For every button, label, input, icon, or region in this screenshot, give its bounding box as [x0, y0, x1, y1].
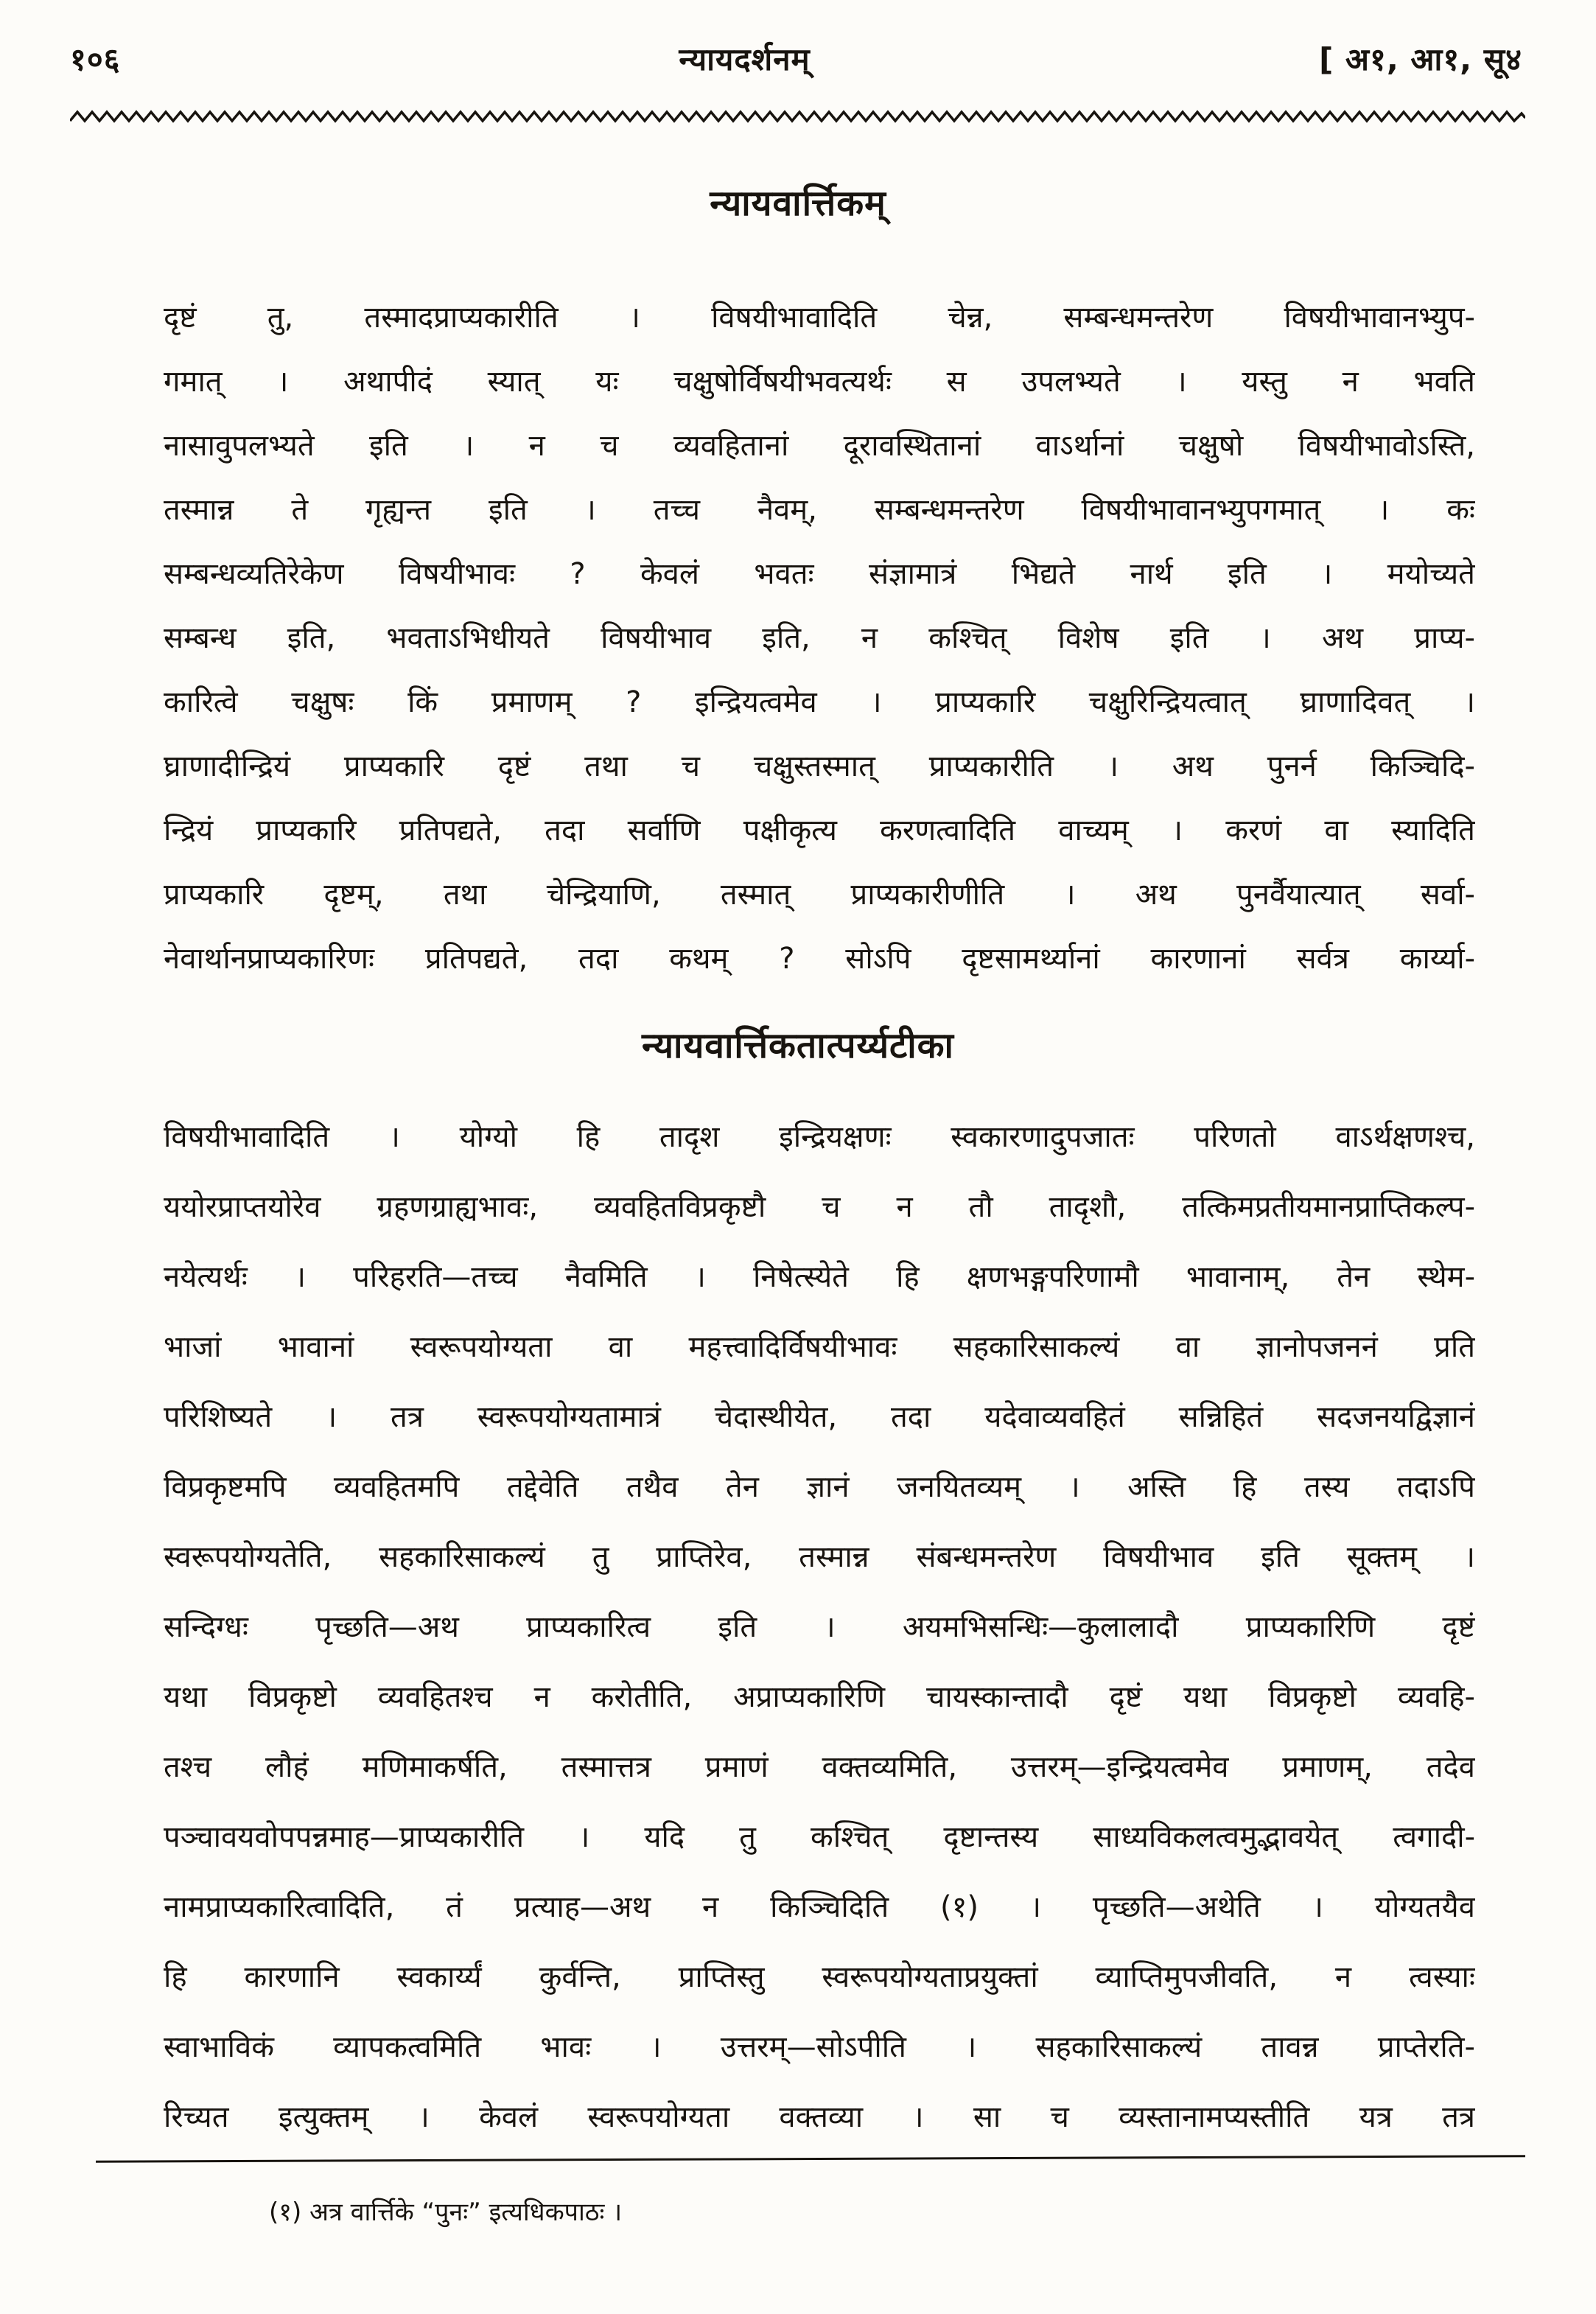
- tika-line: स्वरूपयोग्यतेति, सहकारिसाकल्यं तु प्राप्तिरेव, तस्मान्न संबन्धमन्तरेण विषयीभाव इति सूक्तम् ।: [164, 1540, 1475, 1574]
- varttika-line: दृष्टं तु, तस्मादप्राप्यकारीति । विषयीभावादिति चेन्न, सम्बन्धमन्तरेण विषयीभावानभ्युप-: [164, 301, 1475, 335]
- varttika-line: न्द्रियं प्राप्यकारि प्रतिपद्यते, तदा सर्वाणि पक्षीकृत्य करणत्वादिति वाच्यम् । करणं वा स्यादिति: [164, 814, 1475, 847]
- varttika-line: तस्मान्न ते गृह्यन्त इति । तच्च नैवम्, सम्बन्धमन्तरेण विषयीभावानभ्युपगमात् । कः: [164, 493, 1475, 527]
- tika-line: यथा विप्रकृष्टो व्यवहितश्च न करोतीति, अप्राप्यकारिणि चायस्कान्तादौ दृष्टं यथा विप्रकृष्टो व्यवहि-: [164, 1680, 1475, 1714]
- varttika-line: सम्बन्धव्यतिरेकेण विषयीभावः ? केवलं भवतः संज्ञामात्रं भिद्यते नार्थ इति । मयोच्यते: [164, 557, 1475, 591]
- varttika-paragraph: [164, 286, 1475, 991]
- tika-line: हि कारणानि स्वकार्य्यं कुर्वन्ति, प्राप्तिस्तु स्वरूपयोग्यताप्रयुक्तां व्याप्तिमुपजीवति, न त्वस्याः: [164, 1960, 1475, 1994]
- varttika-line: नासावुपलभ्यते इति । न च व्यवहितानां दूरावस्थितानां वाऽर्थानां चक्षुषो विषयीभावोऽस्ति,: [164, 429, 1475, 463]
- varttika-line: कारित्वे चक्षुषः किं प्रमाणम् ? इन्द्रियत्वमेव । प्राप्यकारि चक्षुरिन्द्रियत्वात् घ्राणादिवत् ।: [164, 685, 1475, 719]
- tika-line: भाजां भावानां स्वरूपयोग्यता वा महत्त्वादिर्विषयीभावः सहकारिसाकल्यं वा ज्ञानोपजननं प्रति: [164, 1330, 1475, 1364]
- book-title: न्यायदर्शनम्: [679, 41, 811, 77]
- tika-line: नयेत्यर्थः । परिहरति—तच्च नैवमिति । निषेत्स्येते हि क्षणभङ्गपरिणामौ भावानाम्, तेन स्थेम-: [164, 1260, 1475, 1294]
- page-header: [70, 28, 1522, 80]
- tika-line: तश्च लौहं मणिमाकर्षति, तस्मात्तत्र प्रमाणं वक्तव्यमिति, उत्तरम्—इन्द्रियत्वमेव प्रमाणम्, तदेव: [164, 1750, 1475, 1784]
- varttika-line: घ्राणादीन्द्रियं प्राप्यकारि दृष्टं तथा च चक्षुस्तस्मात् प्राप्यकारीति । अथ पुनर्न किञ्चिदि-: [164, 749, 1475, 783]
- footnote-divider: [96, 2155, 1525, 2162]
- tika-line: विषयीभावादिति । योग्यो हि तादृश इन्द्रियक्षणः स्वकारणादुपजातः परिणतो वाऽर्थक्षणश्च,: [164, 1120, 1475, 1154]
- varttika-heading: न्यायवार्त्तिकम्: [710, 183, 886, 224]
- tika-line: सन्दिग्धः पृच्छति—अथ प्राप्यकारित्व इति । अयमभिसन्धिः—कुलालादौ प्राप्यकारिणि दृष्टं: [164, 1610, 1475, 1644]
- tika-line: रिच्यत इत्युक्तम् । केवलं स्वरूपयोग्यता वक्तव्या । सा च व्यस्तानामप्यस्तीति यत्र तत्र: [164, 2100, 1475, 2134]
- varttika-line: नेवार्थानप्राप्यकारिणः प्रतिपद्यते, तदा कथम् ? सोऽपि दृष्टसामर्थ्यानां कारणानां सर्वत्र कार्य्या-: [164, 942, 1475, 976]
- tika-line: नामप्राप्यकारित्वादिति, तं प्रत्याह—अथ न किञ्चिदिति (१) । पृच्छति—अथेति । योग्यतयैव: [164, 1890, 1475, 1924]
- varttika-line: गमात् । अथापीदं स्यात् यः चक्षुषोर्विषयीभवत्यर्थः स उपलभ्यते । यस्तु न भवति: [164, 365, 1475, 399]
- zigzag-divider-icon: [70, 108, 1525, 127]
- tika-line: ययोरप्राप्तयोरेव ग्रहणग्राह्यभावः, व्यवहितविप्रकृष्टौ च न तौ तादृशौ, तत्किमप्रतीयमानप्राप्तिकल्प-: [164, 1190, 1475, 1224]
- tika-line: पञ्चावयवोपपन्नमाह—प्राप्यकारीति । यदि तु कश्चित् दृष्टान्तस्य साध्यविकलत्वमुद्भावयेत् त्वगादी-: [164, 1820, 1475, 1854]
- varttika-line: प्राप्यकारि दृष्टम्, तथा चेन्द्रियाणि, तस्मात् प्राप्यकारीणीति । अथ पुनर्वैयात्यात् सर्वा-: [164, 878, 1475, 912]
- footnote: (१) अत्र वार्त्तिके “पुनः” इत्यधिकपाठः ।: [269, 2198, 623, 2227]
- page-number: १०६: [70, 41, 121, 77]
- varttika-line: सम्बन्ध इति, भवताऽभिधीयते विषयीभाव इति, न कश्चित् विशेष इति । अथ प्राप्य-: [164, 621, 1475, 655]
- tika-heading: न्यायवार्त्तिकतात्पर्य्यटीका: [642, 1025, 954, 1066]
- tika-paragraph: [164, 1102, 1475, 2153]
- tika-line: परिशिष्यते । तत्र स्वरूपयोग्यतामात्रं चेदास्थीयेत, तदा यदेवाव्यवहितं सन्निहितं सदजनयद्विज्ञानं: [164, 1400, 1475, 1434]
- tika-line: विप्रकृष्टमपि व्यवहितमपि तद्देवेति तथैव तेन ज्ञानं जनयितव्यम् । अस्ति हि तस्य तदाऽपि: [164, 1470, 1475, 1504]
- tika-line: स्वाभाविकं व्यापकत्वमिति भावः । उत्तरम्—सोऽपीति । सहकारिसाकल्यं तावन्न प्राप्तेरति-: [164, 2030, 1475, 2064]
- section-reference: [ अ१, आ१, सू४: [1319, 41, 1522, 77]
